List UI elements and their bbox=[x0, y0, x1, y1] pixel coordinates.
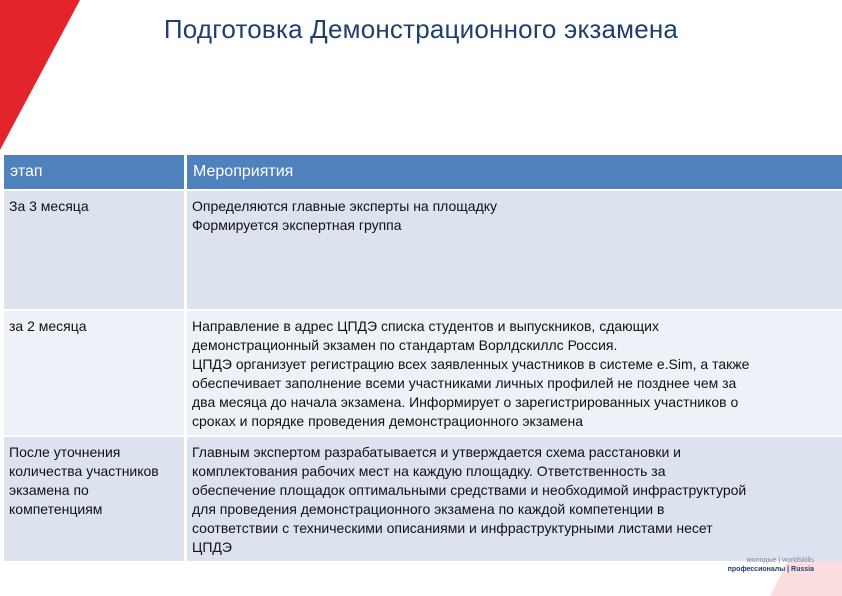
activity-line: сроках и порядке проведения демонстрационного экзамена bbox=[192, 413, 583, 429]
table-row bbox=[4, 435, 842, 561]
activity-line: два месяца до начала экзамена. Информирует о зарегистрированных участников о bbox=[192, 394, 739, 410]
page-title: Подготовка Демонстрационного экзамена bbox=[163, 14, 679, 44]
stage-text: За 3 месяца bbox=[9, 198, 89, 214]
activity-line: обеспечение площадок оптимальными средствами и необходимой инфраструктурой bbox=[192, 482, 747, 498]
header-stage: этап bbox=[4, 155, 187, 189]
activity-line: соответствии с техническими описаниями и инфраструктурными листами несет bbox=[192, 520, 713, 536]
table-row bbox=[4, 189, 842, 309]
activity-line: ЦПДЭ bbox=[192, 539, 232, 555]
activities-cell bbox=[187, 309, 842, 435]
activity-line: комплектования рабочих мест на каждую площадку. Ответственность за bbox=[192, 463, 666, 479]
table-header-row bbox=[4, 155, 842, 189]
activity-line: для проведения демонстрационного экзамена по каждой компетенции в bbox=[192, 501, 665, 517]
exam-preparation-table bbox=[4, 155, 842, 561]
logo-line-2: профессионалы | Russia bbox=[727, 566, 814, 573]
activity-line: демонстрационный экзамен по стандартам Ворлдскиллс Россия. bbox=[192, 337, 618, 353]
stage-text-line: компетенциям bbox=[9, 501, 103, 517]
activity-line: Направление в адрес ЦПДЭ списка студентов и выпускников, сдающих bbox=[192, 318, 660, 334]
table-row bbox=[4, 309, 842, 435]
stage-text: за 2 месяца bbox=[9, 318, 87, 334]
activity-line: Главным экспертом разрабатывается и утверждается схема расстановки и bbox=[192, 444, 681, 460]
stage-text-line: количества участников bbox=[9, 463, 159, 479]
header-activities: Мероприятия bbox=[187, 155, 842, 189]
activity-line: Формируется экспертная группа bbox=[192, 217, 402, 233]
worldskills-logo bbox=[728, 556, 814, 574]
activities-cell bbox=[187, 435, 842, 561]
stage-cell bbox=[4, 435, 187, 561]
stage-cell bbox=[4, 309, 187, 435]
activity-line: Определяются главные эксперты на площадку bbox=[192, 198, 498, 214]
stage-text-line: После уточнения bbox=[9, 444, 121, 460]
activity-line: обеспечивает заполнение всеми участниками личных профилей не позднее чем за bbox=[192, 375, 737, 391]
stage-text-line: экзамена по bbox=[9, 482, 89, 498]
logo-line-1: молодые | worldskills bbox=[746, 557, 814, 564]
activities-cell bbox=[187, 189, 842, 309]
stage-cell bbox=[4, 189, 187, 309]
activity-line: ЦПДЭ организует регистрацию всех заявленных участников в системе e.Sim, а также bbox=[192, 356, 750, 372]
